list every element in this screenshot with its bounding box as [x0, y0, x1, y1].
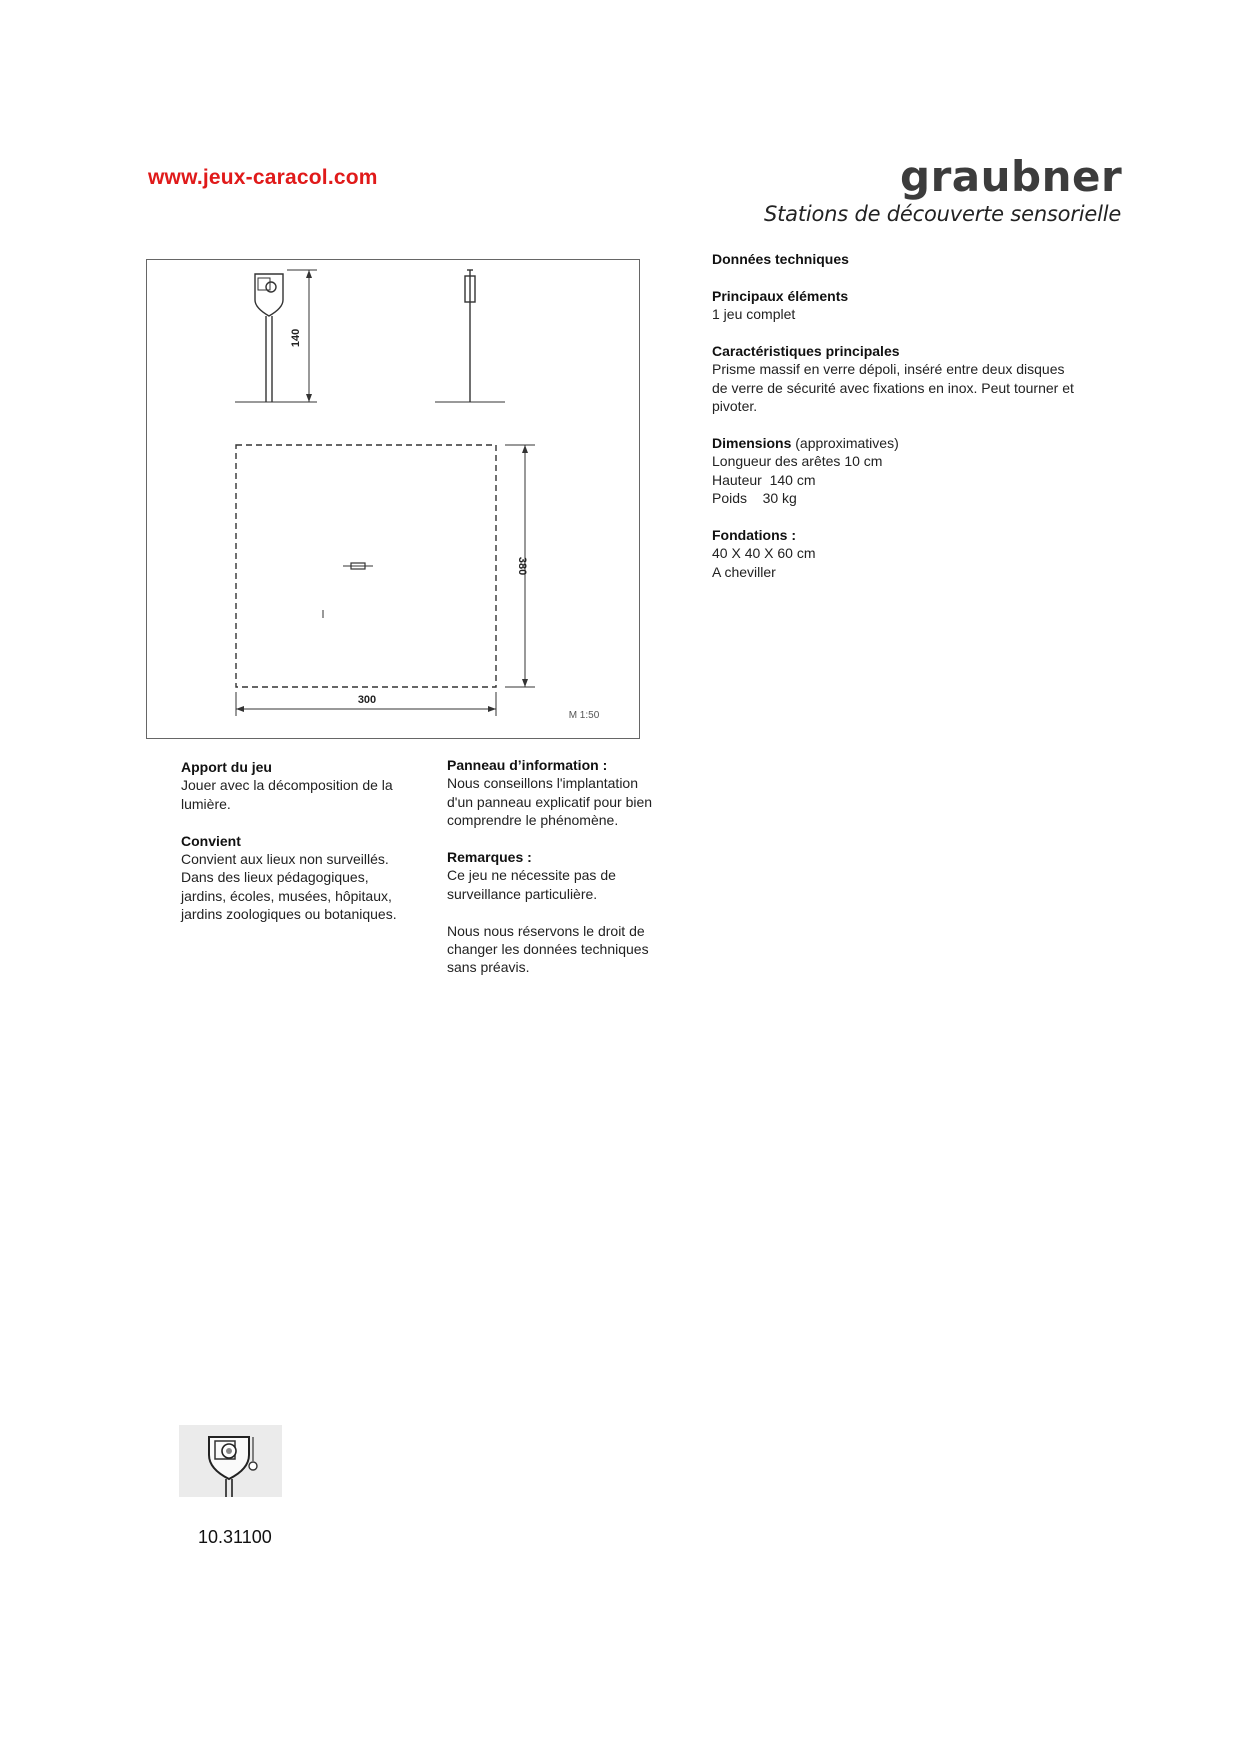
specs-title: Données techniques	[712, 251, 849, 267]
arrow-width-left	[236, 706, 244, 712]
technical-drawing	[146, 259, 640, 739]
features-line: de verre de sécurité avec fixations en inox. Peut tourner et	[712, 379, 1074, 396]
page-subtitle: Stations de découverte sensorielle	[764, 202, 1122, 226]
arrow-depth-down	[522, 679, 528, 687]
foundations-line: 40 X 40 X 60 cm	[712, 545, 816, 562]
convient-line: jardins, écoles, musées, hôpitaux,	[181, 887, 392, 904]
convient-line: Dans des lieux pédagogiques,	[181, 869, 369, 886]
arrow-up	[306, 270, 312, 278]
features-line: Prisme massif en verre dépoli, inséré entre deux disques	[712, 361, 1065, 378]
features-heading: Caractéristiques principales	[712, 343, 900, 359]
remarques-heading: Remarques :	[447, 849, 532, 866]
left-column	[181, 758, 421, 924]
specs-foundations	[712, 526, 1112, 581]
panneau-line: d'un panneau explicatif pour bien	[447, 793, 653, 810]
elements-text: 1 jeu complet	[712, 306, 796, 323]
website-url[interactable]: www.jeux-caracol.com	[148, 166, 378, 189]
apport-line: Jouer avec la décomposition de la	[181, 777, 393, 794]
depth-label: 380	[516, 556, 528, 576]
features-line: pivoter.	[712, 398, 758, 415]
reserve-line: Nous nous réservons le droit de	[447, 922, 645, 939]
product-code: 10.31100	[198, 1527, 272, 1547]
side-view	[235, 270, 317, 402]
dimensions-note: (approximatives)	[791, 435, 899, 452]
head-frame	[258, 278, 270, 290]
foundations-line: A cheviller	[712, 563, 776, 580]
arrow-width-right	[488, 706, 496, 712]
dimensions-line: Poids 30 kg	[712, 490, 797, 507]
elements-heading: Principaux éléments	[712, 287, 849, 304]
front-view	[435, 270, 505, 402]
brand-logo: graubner	[900, 152, 1123, 201]
dimensions-line: Hauteur 140 cm	[712, 471, 816, 488]
station-head-outline	[255, 274, 283, 316]
reserve-line: sans préavis.	[447, 959, 530, 976]
width-label: 300	[357, 694, 377, 706]
drawing-svg	[147, 260, 638, 737]
dimensions-heading: Dimensions	[712, 435, 792, 452]
height-label: 140	[290, 328, 302, 348]
specs-features	[712, 342, 1112, 416]
reserve-line: changer les données techniques	[447, 941, 649, 958]
panneau-heading: Panneau d’information :	[447, 757, 608, 773]
panneau-line: comprendre le phénomène.	[447, 812, 619, 829]
arrow-down	[306, 394, 312, 402]
plan-view	[236, 445, 535, 716]
apport-line: lumière.	[181, 795, 231, 812]
product-thumbnail	[179, 1425, 282, 1497]
convient-line: Convient aux lieux non surveillés.	[181, 851, 389, 868]
convient-line: jardins zoologiques ou botaniques.	[181, 906, 397, 923]
prism-disc	[266, 282, 276, 292]
dimensions-line: Longueur des arêtes 10 cm	[712, 453, 883, 470]
remarques-line: surveillance particulière.	[447, 885, 598, 902]
specs-elements	[712, 287, 1112, 324]
prism-station-icon	[179, 1425, 282, 1497]
apport-heading: Apport du jeu	[181, 759, 272, 775]
specs-dimensions	[712, 434, 1112, 508]
convient-heading: Convient	[181, 832, 241, 849]
panneau-line: Nous conseillons l'implantation	[447, 775, 638, 792]
remarques-line: Ce jeu ne nécessite pas de	[447, 867, 616, 884]
arrow-depth-up	[522, 445, 528, 453]
foundations-heading: Fondations :	[712, 527, 796, 544]
right-column	[447, 756, 687, 977]
scale-label: M 1:50	[568, 710, 600, 721]
technical-specs	[712, 250, 1112, 600]
